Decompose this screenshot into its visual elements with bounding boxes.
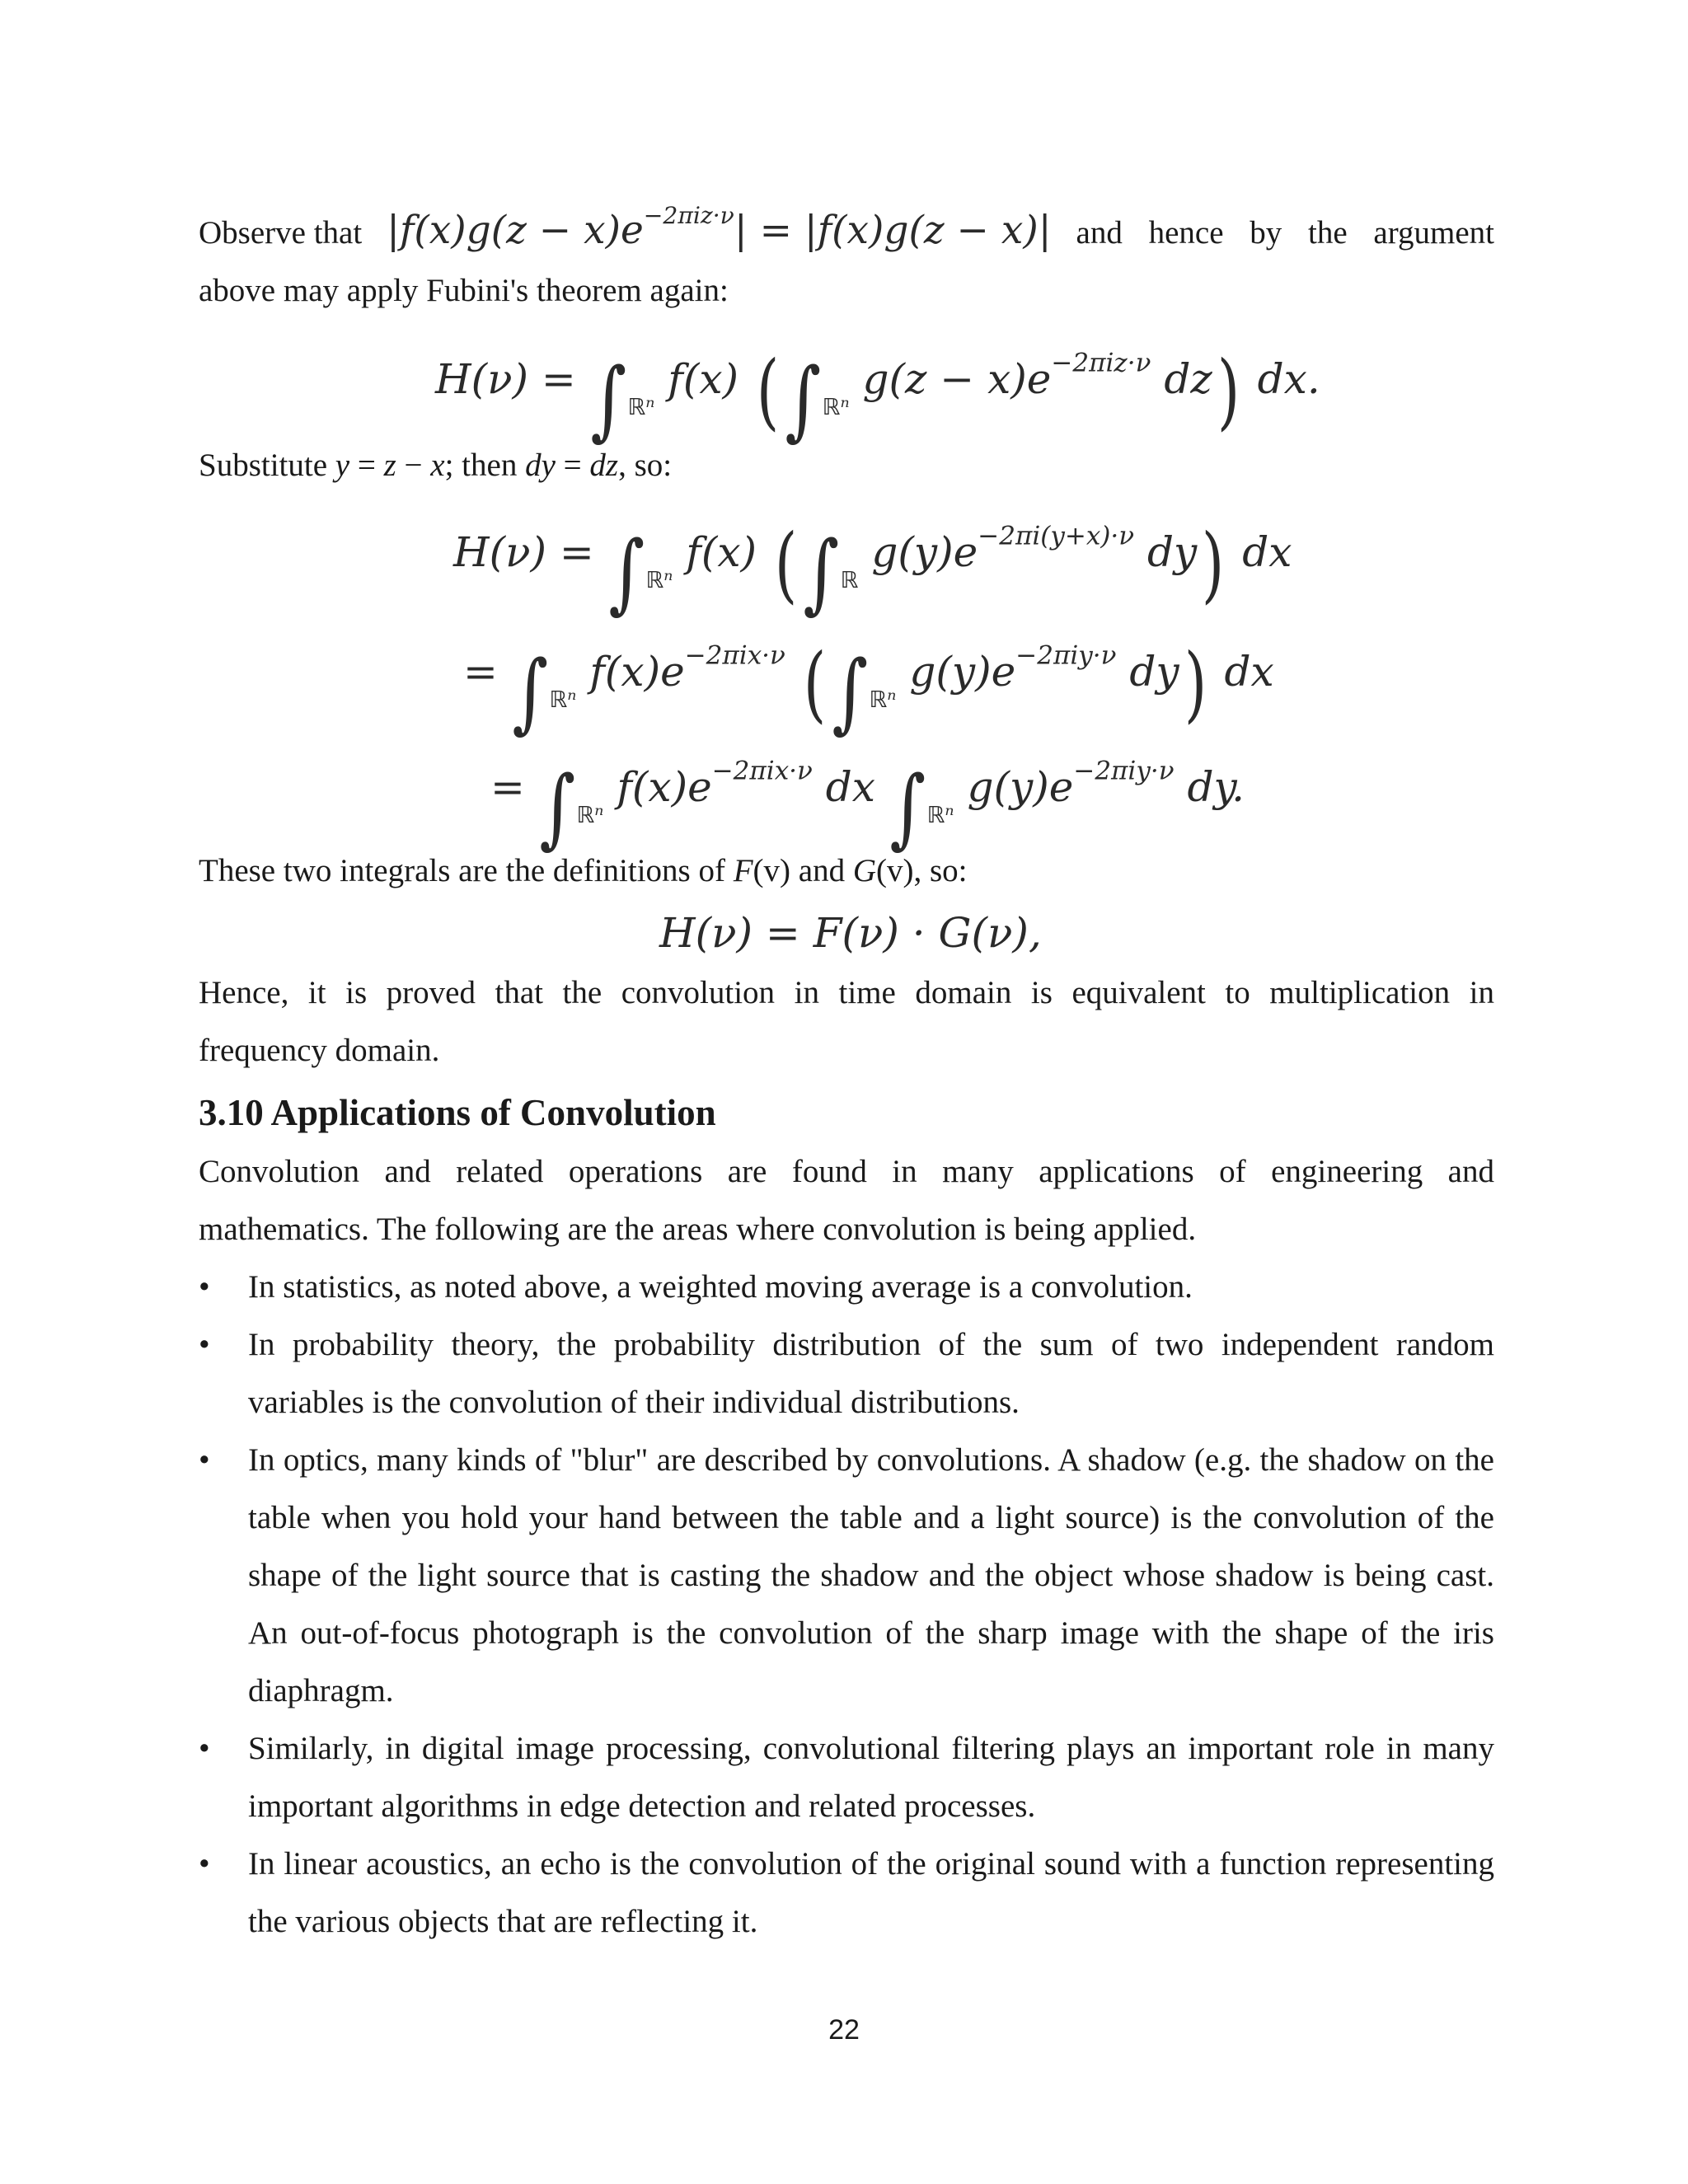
substitute-var-dy: dy [525,448,556,483]
substitute-text-2: = [349,448,384,483]
integrals-text-2: (v) and [753,853,853,888]
equation-substitution-line3: = $\int_{ℝ^n}$ $f(x)e^{-2\pi ix\cdot\nu}$ dx $\int_{ℝ^n}$ $g(y)e^{-2\pi iy\cdot\nu}$ dy. [490,756,1245,859]
bullet-icon: • [199,1442,210,1478]
inline-equation-modulus: $|f(x)g(z - x)e^{-2\pi iz\cdot\nu}| = |f(x)g(z - x)|$ [387,202,1052,253]
equation-substitution-line1: $H(\nu) = \int_{ℝ^n}$ f(x) ($\int_ℝ$ $g(y)e^{-2\pi i(y+x)\cdot\nu}$ dy) dx [453,516,1292,624]
integrals-text-3: (v), so: [876,853,968,888]
paragraph-integrals [199,842,1494,900]
list-item-text: In linear acoustics, an echo is the convolution of the original sound with a function representing the various objects that are reflecting it. [248,1846,1494,1939]
paragraph-hence-line2: frequency domain. [199,1033,440,1068]
list-item-text: Similarly, in digital image processing, convolutional filtering plays an important role in many important algorithms in edge detection and related processes. [248,1731,1494,1824]
substitute-var-dz: dz [589,448,619,483]
substitute-text-3: − [396,448,431,483]
equation-substitution-line2: = $\int_{ℝ^n}$ $f(x)e^{-2\pi ix\cdot\nu}$ ($\int_{ℝ^n}$ $g(y)e^{-2\pi iy\cdot\nu}$ dy) dx [463,635,1274,743]
list-item [199,1316,1494,1432]
paragraph-substitute [199,437,1494,494]
paragraph-observe-line1 [199,202,1494,262]
list-item-text: In probability theory, the probability distribution of the sum of two independent random variables is the convolution of their individual distributions. [248,1327,1494,1420]
equation-product: H(ν) = F(ν) · G(ν), [659,909,1042,957]
observe-suffix: and hence by the argument [1076,215,1494,251]
integrals-text-1: These two integrals are the definitions of [199,853,734,888]
list-item [199,1258,1494,1316]
observe-prefix: Observe that [199,215,363,251]
substitute-var-z: z [383,448,396,483]
section-heading: 3.10 Applications of Convolution [199,1092,716,1133]
substitute-var-x: x [430,448,445,483]
substitute-text-1: Substitute [199,448,335,483]
equation-fubini: $H(\nu) = \int_{ℝ^n}$ f(x) ($\int_{ℝ^n}$ $g(z - x)e^{-2\pi iz\cdot\nu}$ dz) dx. [435,343,1320,451]
bullet-icon: • [199,1327,210,1362]
section-intro-line2: mathematics. The following are the areas where convolution is being applied. [199,1212,1197,1247]
substitute-var-y: y [335,448,350,483]
section-intro-line1: Convolution and related operations are found in many applications of engineering and [199,1154,1494,1189]
page-number: 22 [828,2014,860,2046]
integrals-var-F: F [733,853,753,888]
paragraph-hence [199,964,1494,1080]
list-item [199,1835,1494,1951]
list-item [199,1432,1494,1720]
list-item [199,1720,1494,1835]
paragraph-observe-line2: above may apply Fubini's theorem again: [199,273,729,308]
substitute-text-5: = [555,448,590,483]
list-item-text: In statistics, as noted above, a weighted moving average is a convolution. [248,1269,1193,1305]
substitute-text-6: , so: [618,448,673,483]
integrals-var-G: G [852,853,877,888]
paragraph-observe [199,202,1494,320]
list-item-text: In optics, many kinds of "blur" are described by convolutions. A shadow (e.g. the shadow on the table when you hold your hand between the table and a light source) is the convolution of the shape of the light source that is casting the shadow and the object whose shadow is being cast. An out-of-focus photograph is the convolution of the sharp image with the shape of the iris diaphragm. [248,1442,1494,1708]
bullet-icon: • [199,1731,210,1766]
bullet-icon: • [199,1846,210,1882]
paragraph-section-intro [199,1143,1494,1258]
paragraph-hence-line1: Hence, it is proved that the convolution in time domain is equivalent to multiplication in [199,975,1494,1010]
bullet-icon: • [199,1269,210,1305]
substitute-text-4: ; then [444,448,526,483]
applications-list [199,1258,1494,1951]
